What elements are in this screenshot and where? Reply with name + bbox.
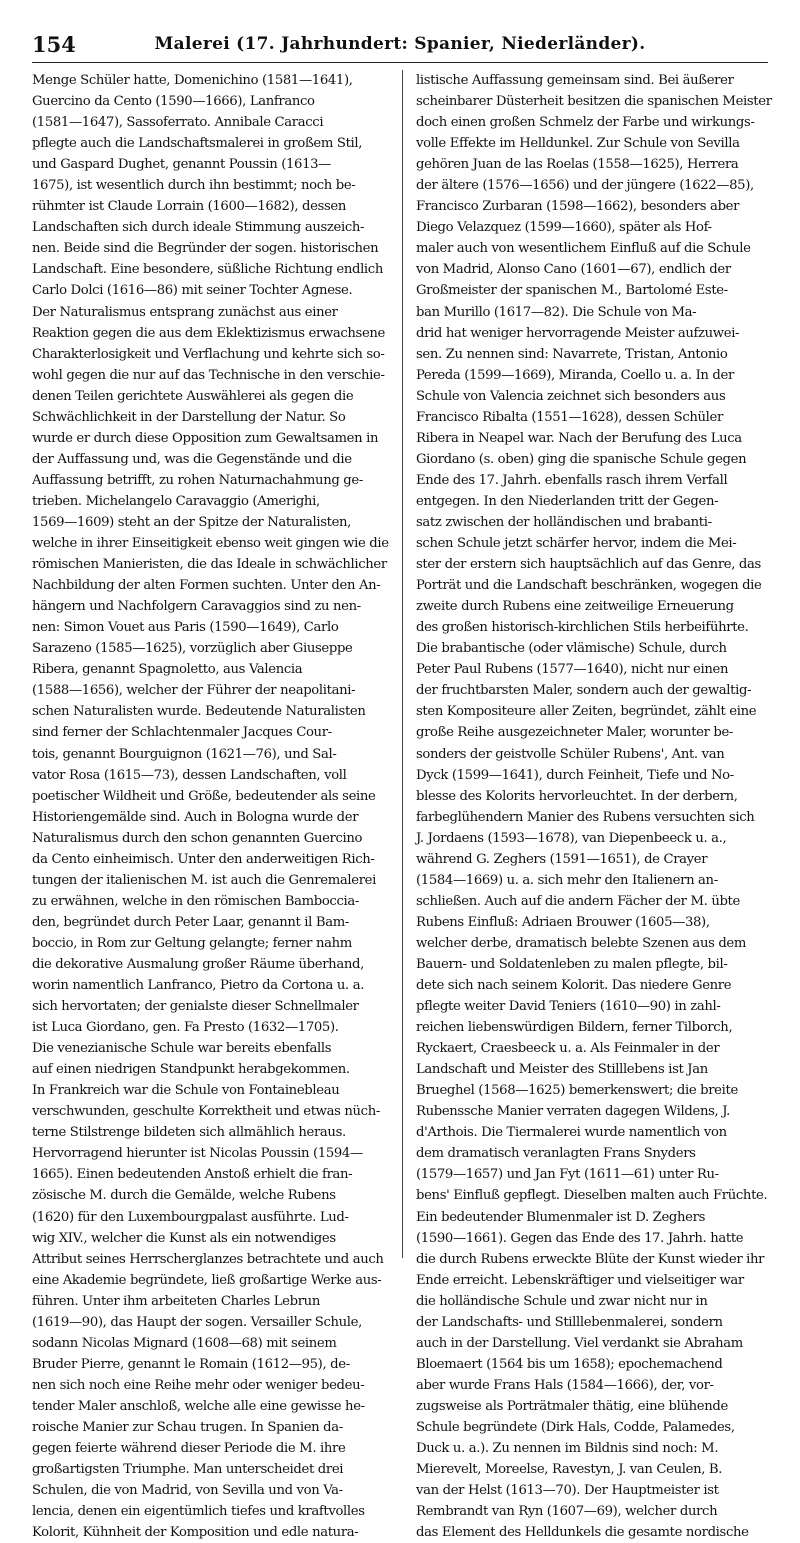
text-line: aber wurde Frans Hals (1584—1666), der, vor- <box>416 1377 714 1393</box>
text-line: tois, genannt Bourguignon (1621—76), und Sal- <box>32 746 337 762</box>
text-columns <box>32 70 772 1541</box>
text-line: blesse des Kolorits hervorleuchtet. In der derbern, <box>416 788 738 804</box>
text-line: Hervorragend hierunter ist Nicolas Poussin (1594— <box>32 1146 363 1162</box>
text-line: große Reihe ausgezeichneter Maler, worunter be- <box>416 725 734 741</box>
text-line: (1584—1669) u. a. sich mehr den Italienern an- <box>416 872 718 888</box>
text-line: Dyck (1599—1641), durch Feinheit, Tiefe und No- <box>416 767 734 783</box>
text-line: dem dramatisch veranlagten Frans Snyders <box>416 1146 696 1162</box>
text-line: J. Jordaens (1593—1678), van Diepenbeeck u. a., <box>416 830 727 846</box>
text-line: Ein bedeutender Blumenmaler ist D. Zeghers <box>416 1209 705 1225</box>
text-line: schließen. Auch auf die andern Fächer der M. übte <box>416 893 740 909</box>
text-line: der Landschafts- und Stilllebenmalerei, sondern <box>416 1314 723 1330</box>
text-line: auch in der Darstellung. Viel verdankt sie Abraham <box>416 1335 743 1351</box>
text-line: tungen der italienischen M. ist auch die Genremalerei <box>32 872 376 888</box>
text-line: (1581—1647), Sassoferrato. Annibale Caracci <box>32 115 324 131</box>
text-line: satz zwischen der holländischen und brabanti- <box>416 514 712 530</box>
text-line: Schule begründete (Dirk Hals, Codde, Palamedes, <box>416 1420 735 1435</box>
text-line: listische Auffassung gemeinsam sind. Bei äußerer <box>416 73 734 88</box>
text-line: denen Teilen gerichtete Auswählerei als gegen die <box>32 388 354 404</box>
text-line: Diego Velazquez (1599—1660), später als Hof- <box>416 220 712 236</box>
text-line: Die venezianische Schule war bereits ebenfalls <box>32 1041 332 1057</box>
text-line: Kolorit, Kühnheit der Komposition und edle natura- <box>32 1525 359 1541</box>
text-line: Auffassung betrifft, zu rohen Naturnachahmung ge- <box>32 472 363 488</box>
text-line: vator Rosa (1615—73), dessen Landschaften, voll <box>32 767 347 783</box>
text-line: 1665). Einen bedeutenden Anstoß erhielt die fran- <box>32 1167 353 1183</box>
text-line: Historiengemälde sind. Auch in Bologna wurde der <box>32 809 359 825</box>
text-line: Ribera in Neapel war. Nach der Berufung des Luca <box>416 430 742 446</box>
text-line: die dekorative Ausmalung großer Räume überhand, <box>32 956 364 972</box>
text-line: farbeglühendern Manier des Rubens versuchten sich <box>416 809 755 825</box>
text-line: Landschaft und Meister des Stilllebens ist Jan <box>416 1062 708 1078</box>
text-line: schen Schule jetzt schärfer hervor, indem die Mei- <box>416 536 737 552</box>
text-line: Carlo Dolci (1616—86) mit seiner Tochter Agnese. <box>32 283 353 299</box>
text-line: großartigsten Triumphe. Man unterscheidet drei <box>32 1462 344 1478</box>
text-line: wig XIV., welcher die Kunst als ein notwendiges <box>32 1230 336 1246</box>
text-line: Landschaft. Eine besondere, süßliche Richtung endlich <box>32 262 383 278</box>
text-line: pflegte weiter David Teniers (1610—90) in zahl- <box>416 999 721 1015</box>
text-line: Porträt und die Landschaft beschränken, wogegen die <box>416 578 762 594</box>
text-line: nen sich noch eine Reihe mehr oder weniger bedeu- <box>32 1377 365 1393</box>
text-line: (1588—1656), welcher der Führer der neapolitani- <box>32 683 356 699</box>
text-line: der ältere (1576—1656) und der jüngere (1622—85), <box>416 178 754 194</box>
page-number: 154 <box>32 32 76 57</box>
text-line: Die brabantische (oder vlämische) Schule, durch <box>416 641 727 657</box>
right-column <box>416 70 773 1541</box>
text-line: Schulen, die von Madrid, von Sevilla und von Va- <box>32 1483 343 1499</box>
text-line: Brueghel (1568—1625) bemerkenswert; die breite <box>416 1083 738 1099</box>
text-line: Ende des 17. Jahrh. ebenfalls rasch ihrem Verfall <box>416 472 728 488</box>
text-line: nen. Beide sind die Begründer der sogen. historischen <box>32 241 379 257</box>
text-line: Peter Paul Rubens (1577—1640), nicht nur einen <box>416 662 729 678</box>
text-line: die holländische Schule und zwar nicht nur in <box>416 1293 708 1309</box>
text-line: Rubens Einfluß: Adriaen Brouwer (1605—38), <box>416 914 710 930</box>
text-line: Francisco Zurbaran (1598—1662), besonders aber <box>416 199 740 215</box>
text-line: während G. Zeghers (1591—1651), de Crayer <box>416 851 708 867</box>
text-line: rühmter ist Claude Lorrain (1600—1682), dessen <box>32 199 347 215</box>
text-line: Landschaften sich durch ideale Stimmung auszeich- <box>32 220 365 236</box>
text-line: da Cento einheimisch. Unter den anderweitigen Rich- <box>32 851 375 867</box>
text-line: Duck u. a.). Zu nennen im Bildnis sind noch: M. <box>416 1441 719 1457</box>
text-line: ban Murillo (1617—82). Die Schule von Ma- <box>416 304 697 320</box>
text-line: Pereda (1599—1669), Miranda, Coello u. a. In der <box>416 367 734 383</box>
text-line: den, begründet durch Peter Laar, genannt il Bam- <box>32 914 349 930</box>
text-line: nen: Simon Vouet aus Paris (1590—1649), Carlo <box>32 620 339 636</box>
text-line: welcher derbe, dramatisch belebte Szenen aus dem <box>416 935 747 951</box>
text-line: volle Effekte im Helldunkel. Zur Schule von Sevilla <box>416 136 740 152</box>
text-line: ist Luca Giordano, gen. Fa Presto (1632—1705). <box>32 1020 339 1036</box>
text-line: worin namentlich Lanfranco, Pietro da Cortona u. a. <box>32 978 365 994</box>
text-line: hängern und Nachfolgern Caravaggios sind zu nen- <box>32 599 361 615</box>
text-line: doch einen großen Schmelz der Farbe und wirkungs- <box>416 115 755 131</box>
text-line: sen. Zu nennen sind: Navarrete, Tristan, Antonio <box>416 346 728 362</box>
text-line: gehören Juan de las Roelas (1558—1625), Herrera <box>416 157 739 173</box>
text-line: d'Arthois. Die Tiermalerei wurde namentlich von <box>416 1125 727 1141</box>
text-line: Rembrandt van Ryn (1607—69), welcher durch <box>416 1504 718 1520</box>
text-line: (1620) für den Luxembourgpalast ausführte. Lud- <box>32 1209 349 1225</box>
text-line: 1569—1609) steht an der Spitze der Naturalisten, <box>32 514 352 530</box>
text-line: Charakterlosigkeit und Verflachung und kehrte sich so- <box>32 346 385 362</box>
text-line: Nachbildung der alten Formen suchten. Unter den An- <box>32 578 381 594</box>
text-line: zweite durch Rubens eine zeitweilige Erneuerung <box>416 599 734 615</box>
text-line: sodann Nicolas Mignard (1608—68) mit seinem <box>32 1335 337 1351</box>
text-line: zugsweise als Porträtmaler thätig, eine blühende <box>416 1398 728 1414</box>
text-line: sich hervortaten; der genialste dieser Schnellmaler <box>32 999 359 1015</box>
text-line: sten Kompositeure aller Zeiten, begründet, zählt eine <box>416 704 757 720</box>
text-line: Bruder Pierre, genannt le Romain (1612—95), de- <box>32 1356 350 1372</box>
text-line: sind ferner der Schlachtenmaler Jacques Cour- <box>32 725 332 741</box>
text-line: Francisco Ribalta (1551—1628), dessen Schüler <box>416 409 723 425</box>
text-line: Schwächlichkeit in der Darstellung der Natur. So <box>32 409 346 425</box>
text-line: Sarazeno (1585—1625), vorzüglich aber Giuseppe <box>32 641 353 657</box>
text-line: wohl gegen die nur auf das Technische in den verschie- <box>32 367 385 383</box>
text-line: ster der erstern sich hauptsächlich auf das Genre, das <box>416 557 761 573</box>
text-line: Der Naturalismus entsprang zunächst aus einer <box>32 304 338 320</box>
text-line: sonders der geistvolle Schüler Rubens', Ant. van <box>416 746 725 762</box>
text-line: pflegte auch die Landschaftsmalerei in großem Stil, <box>32 136 363 152</box>
text-line: Guercino da Cento (1590—1666), Lanfranco <box>32 94 315 110</box>
text-line: zösische M. durch die Gemälde, welche Rubens <box>32 1188 336 1204</box>
text-line: Ende erreicht. Lebenskräftiger und vielseitiger war <box>416 1272 744 1288</box>
text-line: poetischer Wildheit und Größe, bedeutender als seine <box>32 788 376 804</box>
text-line: tender Maler anschloß, welche alle eine gewisse he- <box>32 1398 365 1414</box>
text-line: Attribut seines Herrscherglanzes betrachtete und auch <box>32 1251 384 1267</box>
text-line: verschwunden, geschulte Korrektheit und etwas nüch- <box>32 1104 380 1120</box>
text-line: das Element des Helldunkels die gesamte nordische <box>416 1525 749 1541</box>
text-line: und Gaspard Dughet, genannt Poussin (1613— <box>32 157 331 173</box>
text-line: Giordano (s. oben) ging die spanische Schule gegen <box>416 451 747 467</box>
text-line: Schule von Valencia zeichnet sich besonders aus <box>416 388 726 404</box>
text-line: Ryckaert, Craesbeeck u. a. Als Feinmaler in der <box>416 1041 720 1057</box>
text-line: führen. Unter ihm arbeiteten Charles Lebrun <box>32 1293 320 1309</box>
text-line: lencia, denen ein eigentümlich tiefes und kraftvolles <box>32 1504 365 1520</box>
text-line: der Auffassung und, was die Gegenstände und die <box>32 451 352 467</box>
text-line: (1579—1657) und Jan Fyt (1611—61) unter Ru- <box>416 1167 719 1183</box>
text-line: auf einen niedrigen Standpunkt herabgekommen. <box>32 1062 350 1078</box>
text-line: Rubenssche Manier verraten dagegen Wildens, J. <box>416 1104 730 1120</box>
text-line: In Frankreich war die Schule von Fontainebleau <box>32 1083 340 1099</box>
left-column <box>32 70 389 1541</box>
text-line: von Madrid, Alonso Cano (1601—67), endlich der <box>416 262 731 278</box>
text-line: die durch Rubens erweckte Blüte der Kunst wieder ihr <box>416 1251 765 1267</box>
text-line: entgegen. In den Niederlanden tritt der Gegen- <box>416 493 719 509</box>
text-line: schen Naturalisten wurde. Bedeutende Naturalisten <box>32 704 366 720</box>
text-line: Naturalismus durch den schon genannten Guercino <box>32 830 363 846</box>
text-line: welche in ihrer Einseitigkeit ebenso weit gingen wie die <box>32 536 389 552</box>
page-header <box>32 28 768 63</box>
text-line: dete sich nach seinem Kolorit. Das niedere Genre <box>416 978 732 994</box>
text-line: (1619—90), das Haupt der sogen. Versailler Schule, <box>32 1314 362 1330</box>
text-line: van der Helst (1613—70). Der Hauptmeister ist <box>416 1483 719 1499</box>
text-line: maler auch von wesentlichem Einfluß auf die Schule <box>416 241 751 257</box>
text-line: römischen Manieristen, die das Ideale in schwächlicher <box>32 557 387 573</box>
text-line: eine Akademie begründete, ließ großartige Werke aus- <box>32 1272 382 1288</box>
running-head: Malerei (17. Jahrhundert: Spanier, Niederländer). <box>154 34 646 54</box>
text-line: 1675), ist wesentlich durch ihn bestimmt; noch be- <box>32 178 356 194</box>
text-line: scheinbarer Düsterheit besitzen die spanischen Meister <box>416 94 772 110</box>
column-divider <box>402 70 403 1258</box>
text-line: Menge Schüler hatte, Domenichino (1581—1641), <box>32 73 353 88</box>
text-line: Bloemaert (1564 bis um 1658); epochemachend <box>416 1356 723 1372</box>
text-line: Reaktion gegen die aus dem Eklektizismus erwachsene <box>32 325 386 341</box>
text-line: Mierevelt, Moreelse, Ravestyn, J. van Ceulen, B. <box>416 1462 723 1478</box>
text-line: boccio, in Rom zur Geltung gelangte; ferner nahm <box>32 935 352 951</box>
text-line: zu erwähnen, welche in den römischen Bamboccia- <box>32 893 359 909</box>
text-line: roische Manier zur Schau trugen. In Spanien da- <box>32 1420 343 1435</box>
text-line: reichen liebenswürdigen Bildern, ferner Tilborch, <box>416 1020 733 1036</box>
text-line: terne Stilstrenge bildeten sich allmählich heraus. <box>32 1125 346 1141</box>
text-line: der fruchtbarsten Maler, sondern auch der gewaltig- <box>416 683 752 699</box>
text-line: Bauern- und Soldatenleben zu malen pflegte, bil- <box>416 956 728 972</box>
text-line: wurde er durch diese Opposition zum Gewaltsamen in <box>32 430 379 446</box>
text-line: drid hat weniger hervorragende Meister aufzuwei- <box>416 325 740 341</box>
text-line: gegen feierte während dieser Periode die M. ihre <box>32 1441 346 1457</box>
text-line: (1590—1661). Gegen das Ende des 17. Jahrh. hatte <box>416 1230 744 1246</box>
text-line: trieben. Michelangelo Caravaggio (Amerighi, <box>32 493 320 509</box>
text-line: bens' Einfluß gepflegt. Dieselben malten auch Früchte. <box>416 1188 768 1204</box>
text-line: des großen historisch-kirchlichen Stils herbeiführte. <box>416 620 749 636</box>
text-line: Großmeister der spanischen M., Bartolomé Este- <box>416 283 728 299</box>
text-line: Ribera, genannt Spagnoletto, aus Valencia <box>32 662 303 678</box>
